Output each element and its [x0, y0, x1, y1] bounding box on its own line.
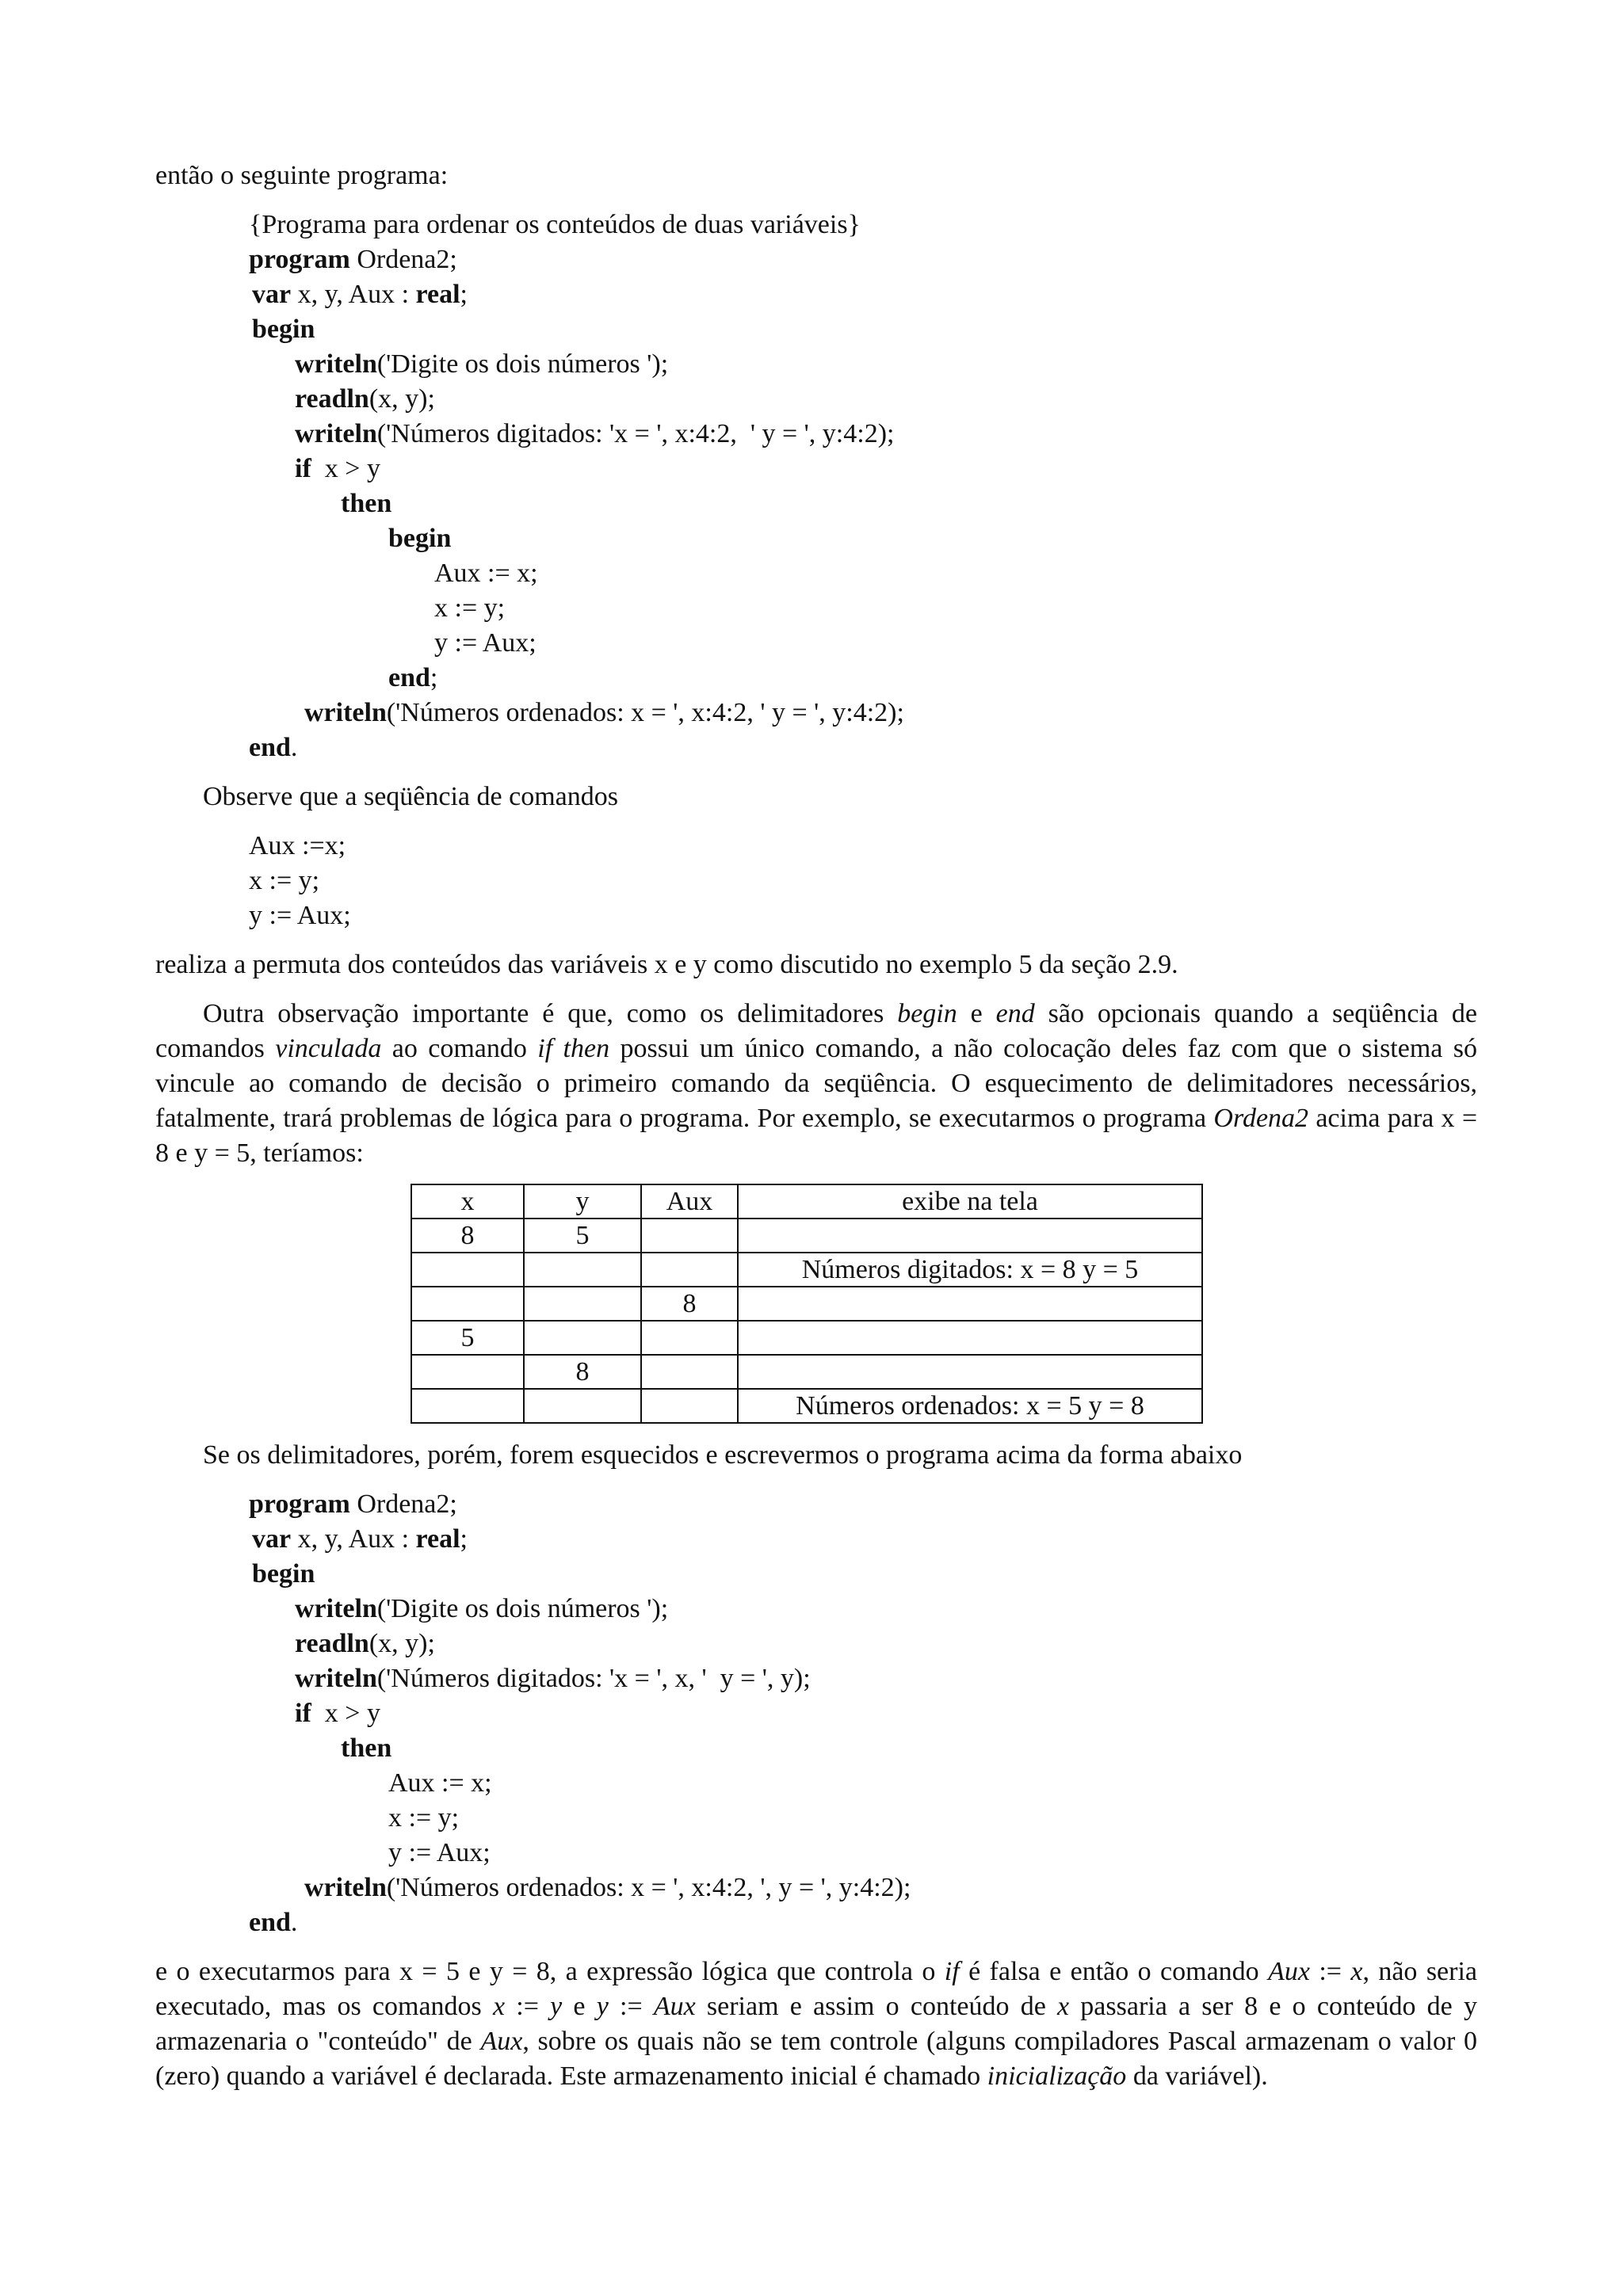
code-keyword: program — [249, 1489, 350, 1519]
code-keyword: writeln — [304, 698, 387, 727]
code-line — [249, 1731, 1477, 1766]
code-text: (x, y); — [369, 1629, 435, 1658]
code-keyword: readln — [295, 384, 369, 414]
code-text: x > y — [311, 1699, 380, 1728]
code-keyword: begin — [388, 524, 452, 553]
code-line — [249, 1627, 1477, 1661]
table-header: exibe na tela — [738, 1184, 1202, 1219]
code-keyword: writeln — [295, 1664, 377, 1693]
code-line — [249, 1592, 1477, 1627]
table-cell: 8 — [411, 1219, 524, 1253]
code-text: ('Digite os dois números '); — [376, 349, 669, 379]
table-cell — [411, 1287, 524, 1321]
intro-text: então o seguinte programa: — [155, 161, 449, 190]
code-line — [249, 696, 1477, 730]
code-keyword: writeln — [295, 419, 377, 448]
table-cell: Números ordenados: x = 5 y = 8 — [738, 1389, 1202, 1423]
table-cell — [411, 1253, 524, 1287]
swap-sequence — [249, 829, 1477, 933]
table-cell — [738, 1219, 1202, 1253]
table-cell — [738, 1355, 1202, 1389]
table-cell: 8 — [641, 1287, 738, 1321]
code-line — [249, 382, 1477, 417]
code-text: (x, y); — [369, 384, 435, 414]
document-page — [155, 158, 1477, 2094]
code-line — [249, 730, 1477, 765]
code-line — [249, 626, 1477, 661]
code-text: ('Números digitados: 'x = ', x, ' y = ', y); — [376, 1664, 811, 1693]
table-cell — [524, 1389, 641, 1423]
table-row — [411, 1355, 1202, 1389]
code-text: {Programa para ordenar os conteúdos de duas variáveis} — [249, 210, 861, 239]
code-line — [249, 312, 1477, 347]
code-keyword: real — [415, 280, 460, 309]
code-keyword: program — [249, 245, 350, 274]
table-header-row — [411, 1184, 1202, 1219]
code-text: x := y; — [388, 1803, 460, 1833]
table-header: x — [411, 1184, 524, 1219]
code-text: ('Números ordenados: x = ', x:4:2, ' y = ', y:4:2); — [386, 698, 904, 727]
table-cell — [411, 1355, 524, 1389]
se-text: Se os delimitadores, porém, forem esquecidos e escrevermos o programa acima da forma abaixo — [203, 1440, 1243, 1470]
table-cell — [738, 1287, 1202, 1321]
code-keyword: writeln — [304, 1873, 387, 1902]
code-line — [249, 521, 1477, 556]
code-line — [249, 1487, 1477, 1522]
code-keyword: end — [249, 733, 291, 762]
table-cell — [524, 1253, 641, 1287]
code-line — [249, 661, 1477, 696]
code-keyword: real — [415, 1524, 460, 1554]
sequence-line: y := Aux; — [249, 901, 351, 930]
code-keyword: begin — [252, 1559, 315, 1589]
code-keyword: var — [252, 280, 292, 309]
code-text: . — [290, 733, 298, 762]
table-cell — [641, 1253, 738, 1287]
code-keyword: writeln — [295, 349, 377, 379]
code-text: Aux := x; — [434, 559, 538, 588]
code-text: ('Digite os dois números '); — [376, 1594, 669, 1623]
table-row — [411, 1389, 1202, 1423]
table-cell — [411, 1389, 524, 1423]
code-line — [249, 242, 1477, 277]
code-keyword: if — [295, 454, 311, 483]
code-line — [249, 208, 1477, 242]
code-text: Aux := x; — [388, 1768, 492, 1798]
code-text: y := Aux; — [388, 1838, 491, 1867]
table-header: Aux — [641, 1184, 738, 1219]
program-ordena2-no-delimiters-listing — [249, 1487, 1477, 1940]
observe-text: Observe que a seqüência de comandos — [203, 782, 618, 811]
sequence-line: Aux :=x; — [249, 831, 346, 860]
code-line — [249, 1801, 1477, 1836]
table-cell: 5 — [524, 1219, 641, 1253]
code-line — [249, 1696, 1477, 1731]
code-line — [249, 1557, 1477, 1592]
code-keyword: var — [252, 1524, 292, 1554]
table-row — [411, 1219, 1202, 1253]
code-text: x := y; — [434, 593, 506, 623]
observation-paragraph: Outra observação importante é que, como os delimitadores begin e end são opcionais quando a seqüência de comandos vinculada ao comando if then possui um único comando, a não colocação deles faz com que o sistema só vincule ao comando de decisão o primeiro comando da seqüência. O esquecimento de delimitadores necessários, fatalmente, trará problemas de lógica para o programa. Por exemplo, se executarmos o programa Ordena2 acima para x = 8 e y = 5, teríamos: — [155, 999, 1478, 1168]
table-header: y — [524, 1184, 641, 1219]
table-cell — [524, 1321, 641, 1355]
table-row — [411, 1287, 1202, 1321]
code-text: ('Números ordenados: x = ', x:4:2, ', y = ', y:4:2); — [386, 1873, 911, 1902]
code-keyword: begin — [252, 315, 315, 344]
code-keyword: end — [249, 1908, 291, 1937]
table-cell — [738, 1321, 1202, 1355]
code-text: x, y, Aux : — [291, 280, 416, 309]
code-line — [249, 452, 1477, 486]
code-line — [249, 1766, 1477, 1801]
code-text: x > y — [311, 454, 380, 483]
code-keyword: if — [295, 1699, 311, 1728]
table-row — [411, 1321, 1202, 1355]
code-text: ('Números digitados: 'x = ', x:4:2, ' y = ', y:4:2); — [376, 419, 895, 448]
code-line — [249, 277, 1477, 312]
code-line — [249, 486, 1477, 521]
table-cell — [641, 1219, 738, 1253]
code-line — [249, 347, 1477, 382]
code-keyword: writeln — [295, 1594, 377, 1623]
code-line — [249, 417, 1477, 452]
code-text: ; — [430, 663, 438, 692]
code-line — [249, 1871, 1477, 1905]
table-cell: 8 — [524, 1355, 641, 1389]
code-line — [249, 1661, 1477, 1696]
code-keyword: end — [388, 663, 430, 692]
table-cell — [641, 1355, 738, 1389]
code-line — [249, 591, 1477, 626]
sequence-line: x := y; — [249, 866, 320, 895]
code-text: ; — [460, 280, 468, 309]
final-paragraph: e o executarmos para x = 5 e y = 8, a expressão lógica que controla o if é falsa e então o comando Aux := x, não seria executado, mas os comandos x := y e y := Aux seriam e assim o conteúdo de x passaria a ser 8 e o conteúdo de y armazenaria o "conteúdo" de Aux, sobre os quais não se tem controle (alguns compiladores Pascal armazenam o valor 0 (zero) quando a variável é declarada. Este armazenamento inicial é chamado inicialização da variável). — [155, 1957, 1477, 2091]
trace-table — [411, 1184, 1203, 1424]
code-text: Ordena2; — [349, 1489, 457, 1519]
code-text: y := Aux; — [434, 628, 537, 658]
code-line — [249, 1905, 1477, 1940]
code-line — [249, 1522, 1477, 1557]
code-line — [249, 556, 1477, 591]
code-keyword: then — [341, 489, 392, 518]
realiza-text: realiza a permuta dos conteúdos das variáveis x e y como discutido no exemplo 5 da seção 2.9. — [155, 950, 1178, 979]
table-cell: 5 — [411, 1321, 524, 1355]
program-ordena2-listing — [249, 208, 1477, 765]
code-text: . — [290, 1908, 298, 1937]
table-cell — [524, 1287, 641, 1321]
code-text: x, y, Aux : — [291, 1524, 416, 1554]
code-keyword: readln — [295, 1629, 369, 1658]
code-text: Ordena2; — [349, 245, 457, 274]
code-text: ; — [460, 1524, 468, 1554]
code-keyword: then — [341, 1733, 392, 1763]
code-line — [249, 1836, 1477, 1871]
table-cell — [641, 1321, 738, 1355]
table-cell: Números digitados: x = 8 y = 5 — [738, 1253, 1202, 1287]
table-row — [411, 1253, 1202, 1287]
table-cell — [641, 1389, 738, 1423]
